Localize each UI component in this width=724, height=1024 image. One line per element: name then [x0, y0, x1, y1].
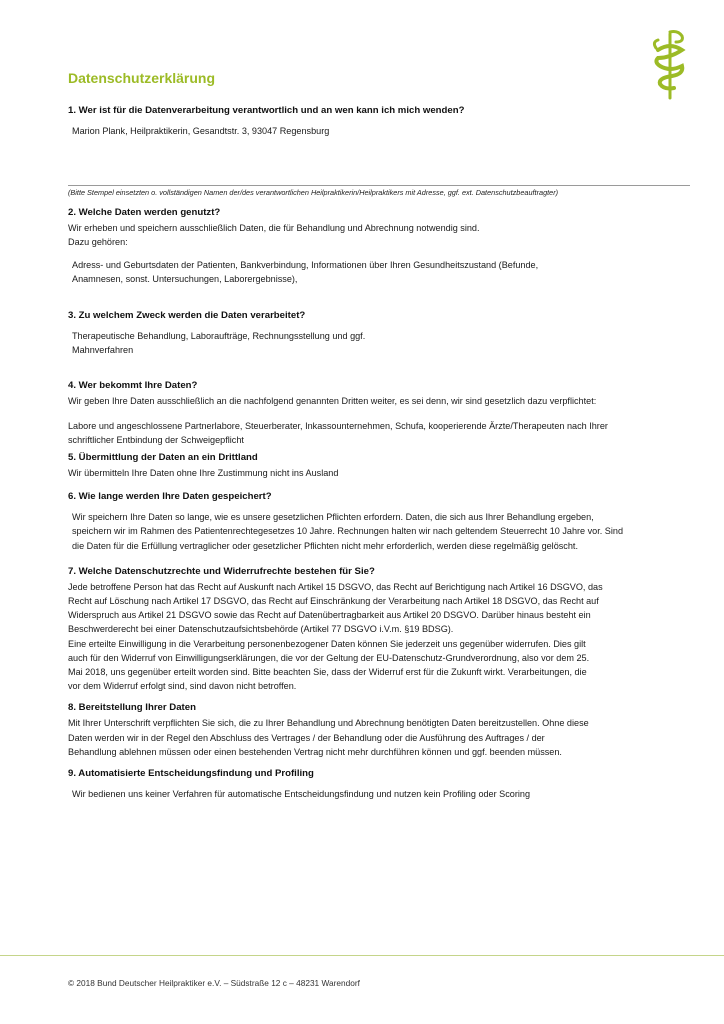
footer-divider — [0, 955, 724, 956]
stamp-note: (Bitte Stempel einsetzten o. vollständigen Namen der/des verantwortlichen Heilpraktikerin/Heilpraktikers mit Adresse, ggf. ext. Datenschutzbeauftragter) — [68, 188, 559, 198]
section-7-line-1: Jede betroffene Person hat das Recht auf Auskunft nach Artikel 15 DSGVO, das Recht auf Berichtigung nach Artikel 16 DSGVO, das — [68, 581, 603, 592]
section-6-heading: 6. Wie lange werden Ihre Daten gespeichert? — [68, 491, 272, 503]
section-5-heading: 5. Übermittlung der Daten an ein Drittland — [68, 452, 258, 464]
aesculapius-staff-icon — [648, 28, 692, 100]
section-2-body-2: Dazu gehören: — [68, 237, 128, 248]
section-4-heading: 4. Wer bekommt Ihre Daten? — [68, 380, 198, 392]
section-6-line-1: Wir speichern Ihre Daten so lange, wie es unsere gesetzlichen Pflichten erfordern. Daten, die sich aus Ihrer Behandlung ergeben, — [72, 512, 594, 523]
section-4-body-2b: schriftlicher Entbindung der Schweigepflicht — [68, 434, 244, 445]
document-body — [68, 104, 690, 801]
section-1-body: Marion Plank, Heilpraktikerin, Gesandtstr. 3, 93047 Regensburg — [72, 126, 330, 136]
stamp-line — [68, 185, 690, 186]
section-7-line-8: vor dem Widerruf erfolgt sind, sind davon nicht betroffen. — [68, 681, 297, 692]
section-7-line-5: Eine erteilte Einwilligung in die Verarbeitung personenbezogener Daten können Sie jederzeit uns gegenüber widerrufen. Dies gilt — [68, 638, 586, 649]
section-6-line-2: speichern wir im Rahmen des Patientenrechtegesetzes 10 Jahre. Rechnungen halten wir nach geltendem Steuerrecht 10 Jahre vor. Sind — [72, 526, 623, 537]
section-7-line-6: auch für den Widerruf von Einwilligungserklärungen, die vor der Geltung der EU-Datenschutz-Grundverordnung, also vor dem 25. — [68, 652, 590, 663]
section-5-body: Wir übermitteln Ihre Daten ohne Ihre Zustimmung nicht ins Ausland — [68, 468, 339, 479]
section-3-body-1: Therapeutische Behandlung, Laboraufträge, Rechnungsstellung und ggf. — [72, 331, 366, 342]
page-title: Datenschutzerklärung — [68, 70, 216, 86]
section-7-line-3: Widerspruch aus Artikel 21 DSGVO sowie das Recht auf Datenübertragbarkeit aus Artikel 20 DSGVO. Darüber hinaus besteht ein — [68, 610, 591, 621]
section-8-heading: 8. Bereitstellung Ihrer Daten — [68, 702, 196, 714]
section-2-heading: 2. Welche Daten werden genutzt? — [68, 207, 221, 219]
section-4-body-1: Wir geben Ihre Daten ausschließlich an die nachfolgend genannten Dritten weiter, es sei denn, wir sind gesetzlich dazu verpflichtet: — [68, 396, 597, 407]
section-2-body-1: Wir erheben und speichern ausschließlich Daten, die für Behandlung und Abrechnung notwendig sind. — [68, 223, 480, 234]
section-9-body: Wir bedienen uns keiner Verfahren für automatische Entscheidungsfindung und nutzen kein Profiling oder Scoring — [72, 789, 530, 800]
section-4-body-2a: Labore und angeschlossene Partnerlabore, Steuerberater, Inkassounternehmen, Schufa, kooperierende Ärzte/Therapeuten nach Ihrer — [68, 420, 608, 431]
section-3-heading: 3. Zu welchem Zweck werden die Daten verarbeitet? — [68, 310, 306, 322]
section-8-line-3: Behandlung ablehnen müssen oder einen bestehenden Vertrag nicht mehr durchführen können und ggf. beenden müssen. — [68, 746, 562, 757]
section-2-body-3a: Adress- und Geburtsdaten der Patienten, Bankverbindung, Informationen über Ihren Gesundheitszustand (Befunde, — [72, 259, 539, 270]
section-2-body-3b: Anamnesen, sonst. Untersuchungen, Laborergebnisse), — [72, 273, 298, 284]
section-6-line-3: die Daten für die Erfüllung vertraglicher oder gesetzlicher Pflichten nicht mehr erforderlich, werden diese regelmäßig gelöscht. — [72, 540, 578, 551]
section-1-heading: 1. Wer ist für die Datenverarbeitung verantwortlich und an wen kann ich mich wenden? — [68, 105, 465, 116]
section-7-line-7: Mai 2018, uns gegenüber erteilt worden sind. Bitte beachten Sie, dass der Widerruf erst für die Zukunft wirkt. Verarbeitungen, die — [68, 667, 587, 678]
section-3-body-2: Mahnverfahren — [72, 345, 134, 356]
section-7-line-4: Beschwerderecht bei einer Datenschutzaufsichtsbehörde (Artikel 77 DSGVO i.V.m. §19 BDSG). — [68, 624, 454, 635]
section-8-line-2: Daten werden wir in der Regel den Abschluss des Vertrages / der Behandlung oder die Ausführung des Auftrages / der — [68, 732, 545, 743]
section-9-heading: 9. Automatisierte Entscheidungsfindung und Profiling — [68, 768, 314, 780]
section-7-line-2: Recht auf Löschung nach Artikel 17 DSGVO, das Recht auf Einschränkung der Verarbeitung nach Artikel 18 DSGVO, das Recht auf — [68, 596, 599, 607]
footer-text: © 2018 Bund Deutscher Heilpraktiker e.V. – Südstraße 12 c – 48231 Warendorf — [68, 978, 360, 988]
section-7-heading: 7. Welche Datenschutzrechte und Widerrufrechte bestehen für Sie? — [68, 565, 375, 577]
section-8-line-1: Mit Ihrer Unterschrift verpflichten Sie sich, die zu Ihrer Behandlung und Abrechnung benötigten Daten bereitzustellen. Ohne diese — [68, 718, 589, 729]
